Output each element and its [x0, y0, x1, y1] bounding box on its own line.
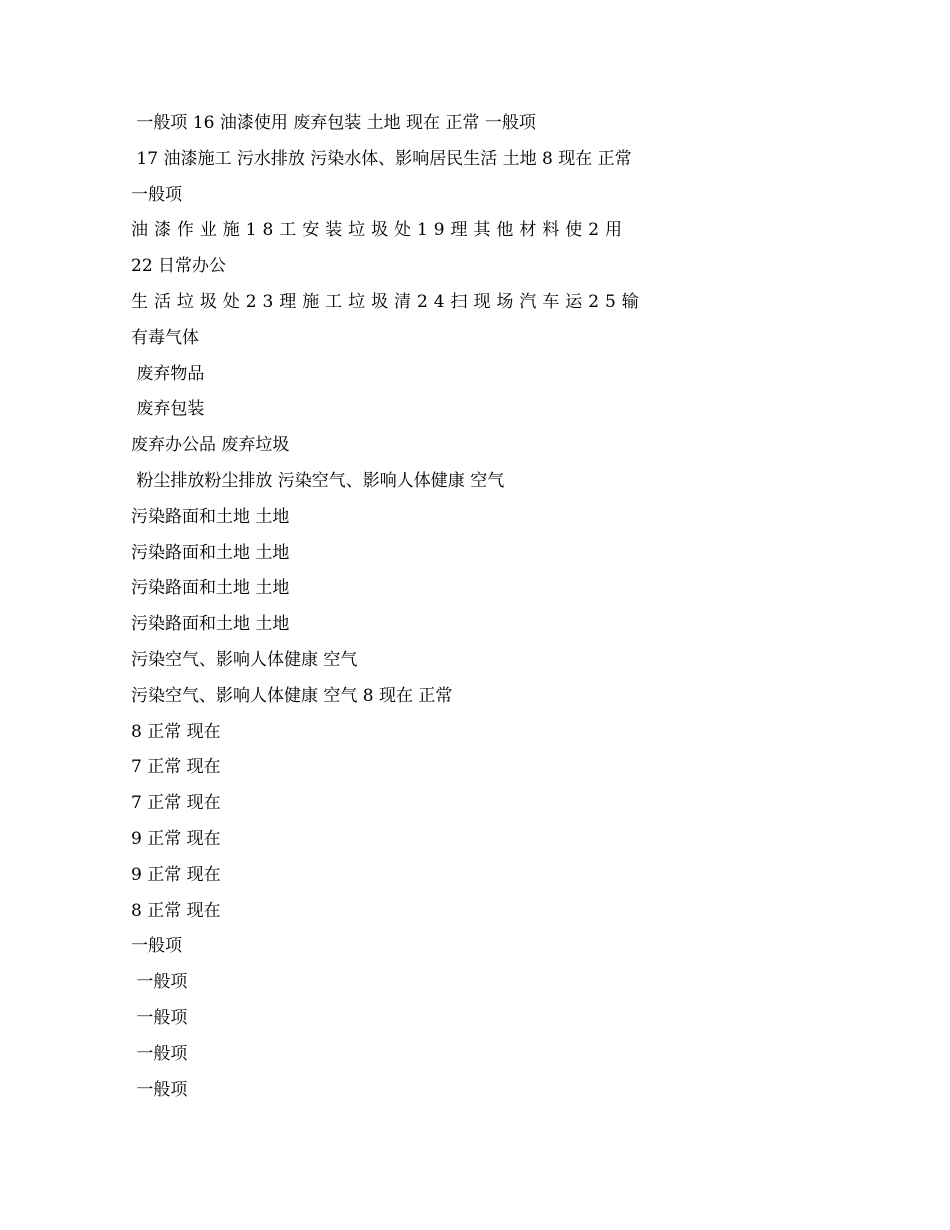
text-line: 17 油漆施工 污水排放 污染水体、影响居民生活 土地 8 现在 正常 [131, 148, 632, 169]
text-line: 22 日常办公 [131, 256, 227, 277]
text-line: 污染路面和土地 土地 [131, 614, 290, 635]
text-line: 废弃物品 [131, 363, 205, 384]
text-line: 一般项 16 油漆使用 废弃包装 土地 现在 正常 一般项 [131, 113, 536, 133]
text-line: 生活垃圾处23理施工垃圾清24扫现场汽车运25输 [131, 291, 645, 312]
text-line: 9 正常 现在 [131, 864, 221, 885]
text-line: 8 正常 现在 [131, 900, 221, 921]
text-line: 废弃办公品 废弃垃圾 [131, 435, 290, 456]
text-line: 一般项 [131, 972, 188, 993]
text-line: 污染空气、影响人体健康 空气 8 现在 正常 [131, 685, 453, 706]
text-line: 一般项 [131, 1079, 188, 1100]
text-line: 7 正常 现在 [131, 793, 221, 814]
text-line: 7 正常 现在 [131, 757, 221, 778]
text-line: 污染空气、影响人体健康 空气 [131, 649, 358, 670]
text-line: 油漆作业施18工安装垃圾处19理其他材料使2用 [131, 220, 628, 241]
text-line: 8 正常 现在 [131, 721, 221, 742]
text-line: 一般项 [131, 936, 182, 957]
document-body [131, 110, 831, 1112]
text-line: 一般项 [131, 184, 182, 205]
text-line: 一般项 [131, 1043, 188, 1064]
text-line: 9 正常 现在 [131, 828, 221, 849]
text-line: 污染路面和土地 土地 [131, 506, 290, 527]
text-line: 一般项 [131, 1007, 188, 1028]
text-line: 污染路面和土地 土地 [131, 578, 290, 599]
text-line: 污染路面和土地 土地 [131, 542, 290, 563]
text-line: 废弃包装 [131, 399, 205, 420]
text-line: 有毒气体 [131, 327, 199, 348]
text-line: 粉尘排放粉尘排放 污染空气、影响人体健康 空气 [131, 470, 505, 491]
